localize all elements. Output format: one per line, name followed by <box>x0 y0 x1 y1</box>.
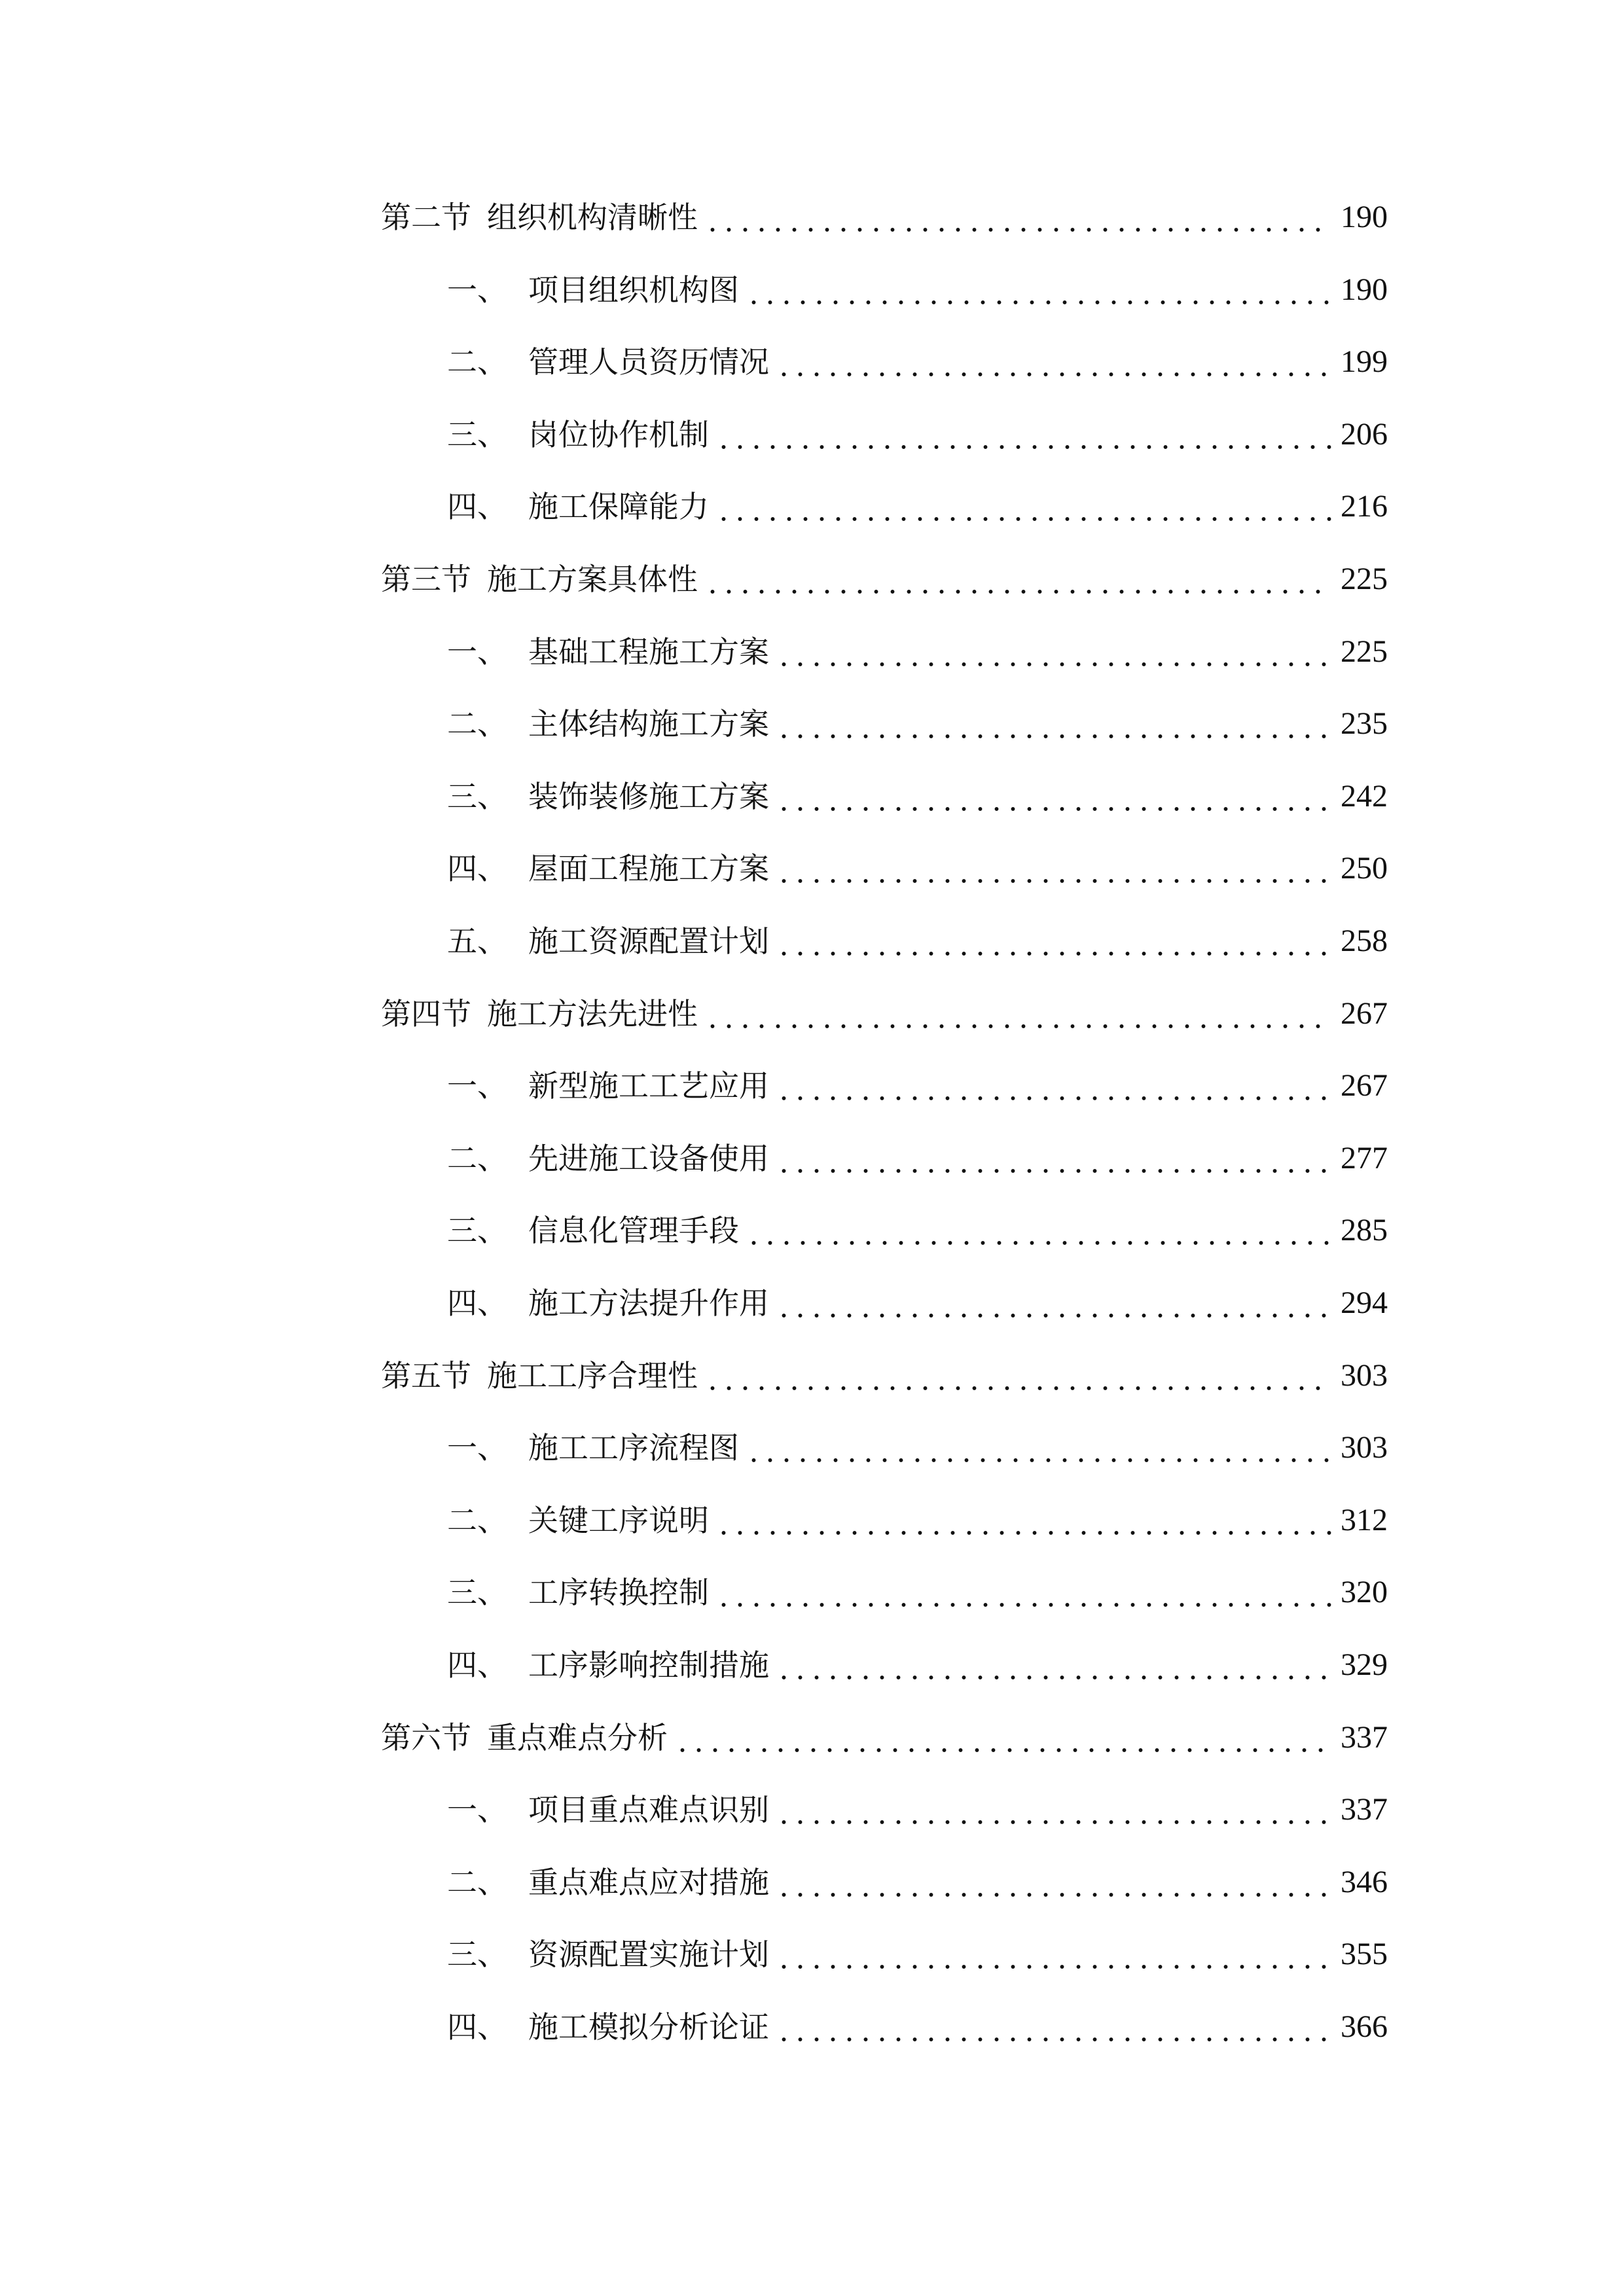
item-number: 五、 <box>447 924 507 959</box>
dot-leader <box>776 849 1331 888</box>
entry-title: 信息化管理手段 <box>528 1213 739 1249</box>
page-number: 285 <box>1341 1213 1388 1248</box>
dot-leader <box>776 1283 1331 1323</box>
page-number: 206 <box>1341 416 1388 452</box>
entry-title: 岗位协作机制 <box>528 416 709 452</box>
toc-section-entry[interactable] <box>381 994 1388 1033</box>
page-number: 216 <box>1341 489 1388 524</box>
page-number: 199 <box>1341 344 1388 380</box>
dot-leader <box>715 1573 1331 1612</box>
page-number: 250 <box>1341 851 1388 886</box>
entry-title: 施工工序合理性 <box>487 1357 698 1393</box>
entry-title: 关键工序说明 <box>528 1502 709 1538</box>
dot-leader <box>715 487 1331 526</box>
page-number: 337 <box>1341 1719 1388 1755</box>
page-number: 294 <box>1341 1285 1388 1320</box>
toc-subsection-entry[interactable] <box>447 1645 1388 1685</box>
dot-leader <box>704 994 1331 1033</box>
toc-section-entry[interactable] <box>381 1356 1388 1395</box>
dot-leader <box>746 1428 1331 1467</box>
page-number: 277 <box>1341 1140 1388 1175</box>
entry-title: 施工方法提升作用 <box>528 1285 769 1321</box>
page-number: 235 <box>1341 706 1388 742</box>
dot-leader <box>776 777 1331 816</box>
item-number: 一、 <box>447 1430 507 1466</box>
dot-leader <box>715 415 1331 454</box>
entry-title: 施工方案具体性 <box>487 562 698 597</box>
dot-leader <box>776 1645 1331 1685</box>
section-number: 第六节 <box>381 1719 471 1755</box>
entry-title: 项目重点难点识别 <box>528 1792 769 1828</box>
page-number: 366 <box>1341 2009 1388 2044</box>
entry-title: 施工方法先进性 <box>487 996 698 1031</box>
toc-subsection-entry[interactable] <box>447 1501 1388 1540</box>
entry-title: 施工工序流程图 <box>528 1430 739 1466</box>
entry-title: 施工资源配置计划 <box>528 924 769 959</box>
section-number: 第三节 <box>381 562 471 597</box>
dot-leader <box>704 560 1331 599</box>
dot-leader <box>776 1935 1331 1974</box>
page-number: 267 <box>1341 996 1388 1031</box>
item-number: 四、 <box>447 851 507 887</box>
entry-title: 施工模拟分析论证 <box>528 2009 769 2045</box>
entry-title: 管理人员资历情况 <box>528 344 769 380</box>
dot-leader <box>776 1790 1331 1829</box>
page-number: 190 <box>1341 200 1388 234</box>
page-number: 320 <box>1341 1575 1388 1610</box>
section-number: 第五节 <box>381 1357 471 1393</box>
toc-subsection-entry[interactable] <box>447 487 1388 526</box>
page-number: 258 <box>1341 924 1388 958</box>
page-number: 303 <box>1341 1357 1388 1393</box>
item-number: 二、 <box>447 1502 507 1538</box>
entry-title: 重点难点应对措施 <box>528 1864 769 1900</box>
entry-title: 先进施工设备使用 <box>528 1140 769 1176</box>
entry-title: 基础工程施工方案 <box>528 634 769 670</box>
entry-title: 资源配置实施计划 <box>528 1937 769 1973</box>
toc-subsection-entry[interactable] <box>447 1211 1388 1250</box>
page-number: 225 <box>1341 634 1388 669</box>
toc-section-entry[interactable] <box>381 560 1388 599</box>
item-number: 二、 <box>447 344 507 380</box>
page-number: 242 <box>1341 778 1388 814</box>
page-number: 190 <box>1341 272 1388 307</box>
toc-subsection-entry[interactable] <box>447 922 1388 961</box>
toc-subsection-entry[interactable] <box>447 704 1388 744</box>
item-number: 二、 <box>447 1864 507 1900</box>
dot-leader <box>704 198 1331 237</box>
page-number: 225 <box>1341 562 1388 596</box>
section-number: 第二节 <box>381 200 471 235</box>
dot-leader <box>746 270 1331 310</box>
page-number: 355 <box>1341 1937 1388 1972</box>
toc-subsection-entry[interactable] <box>447 270 1388 310</box>
toc-subsection-entry[interactable] <box>447 415 1388 454</box>
toc-subsection-entry[interactable] <box>447 777 1388 816</box>
item-number: 三、 <box>447 778 507 814</box>
entry-title: 项目组织机构图 <box>528 272 739 308</box>
dot-leader <box>746 1211 1331 1250</box>
toc-subsection-entry[interactable] <box>447 2007 1388 2047</box>
dot-leader <box>776 342 1331 382</box>
item-number: 三、 <box>447 1937 507 1973</box>
dot-leader <box>674 1718 1331 1757</box>
page-number: 337 <box>1341 1792 1388 1827</box>
toc-subsection-entry[interactable] <box>447 1066 1388 1105</box>
page-number: 267 <box>1341 1068 1388 1103</box>
page-number: 346 <box>1341 1864 1388 1899</box>
entry-title: 重点难点分析 <box>487 1719 668 1755</box>
dot-leader <box>715 1501 1331 1540</box>
entry-title: 工序转换控制 <box>528 1575 709 1611</box>
toc-subsection-entry[interactable] <box>447 1428 1388 1467</box>
entry-title: 组织机构清晰性 <box>487 200 698 235</box>
dot-leader <box>776 922 1331 961</box>
dot-leader <box>776 2007 1331 2047</box>
dot-leader <box>776 1066 1331 1105</box>
entry-title: 装饰装修施工方案 <box>528 778 769 814</box>
entry-title: 新型施工工艺应用 <box>528 1068 769 1104</box>
item-number: 二、 <box>447 1140 507 1176</box>
dot-leader <box>776 1863 1331 1902</box>
toc-subsection-entry[interactable] <box>447 1863 1388 1902</box>
item-number: 四、 <box>447 1647 507 1683</box>
toc-section-entry[interactable] <box>381 1718 1388 1757</box>
item-number: 二、 <box>447 706 507 742</box>
page-number: 303 <box>1341 1430 1388 1465</box>
item-number: 一、 <box>447 1068 507 1104</box>
item-number: 三、 <box>447 1213 507 1249</box>
item-number: 四、 <box>447 1285 507 1321</box>
entry-title: 主体结构施工方案 <box>528 706 769 742</box>
toc-section-entry[interactable] <box>381 198 1388 237</box>
section-number: 第四节 <box>381 996 471 1031</box>
toc-subsection-entry[interactable] <box>447 1283 1388 1323</box>
dot-leader <box>776 632 1331 672</box>
toc-subsection-entry[interactable] <box>447 1790 1388 1829</box>
item-number: 四、 <box>447 489 507 525</box>
toc-subsection-entry[interactable] <box>447 849 1388 888</box>
entry-title: 施工保障能力 <box>528 489 709 525</box>
page-number: 312 <box>1341 1502 1388 1537</box>
toc-subsection-entry[interactable] <box>447 632 1388 672</box>
entry-title: 屋面工程施工方案 <box>528 851 769 887</box>
item-number: 一、 <box>447 272 507 308</box>
item-number: 四、 <box>447 2009 507 2045</box>
dot-leader <box>776 704 1331 744</box>
toc-subsection-entry[interactable] <box>447 1139 1388 1178</box>
entry-title: 工序影响控制措施 <box>528 1647 769 1683</box>
toc-subsection-entry[interactable] <box>447 1935 1388 1974</box>
toc-subsection-entry[interactable] <box>447 342 1388 382</box>
item-number: 三、 <box>447 1575 507 1611</box>
item-number: 三、 <box>447 416 507 452</box>
item-number: 一、 <box>447 634 507 670</box>
dot-leader <box>704 1356 1331 1395</box>
page-number: 329 <box>1341 1647 1388 1682</box>
item-number: 一、 <box>447 1792 507 1828</box>
dot-leader <box>776 1139 1331 1178</box>
toc-subsection-entry[interactable] <box>447 1573 1388 1612</box>
